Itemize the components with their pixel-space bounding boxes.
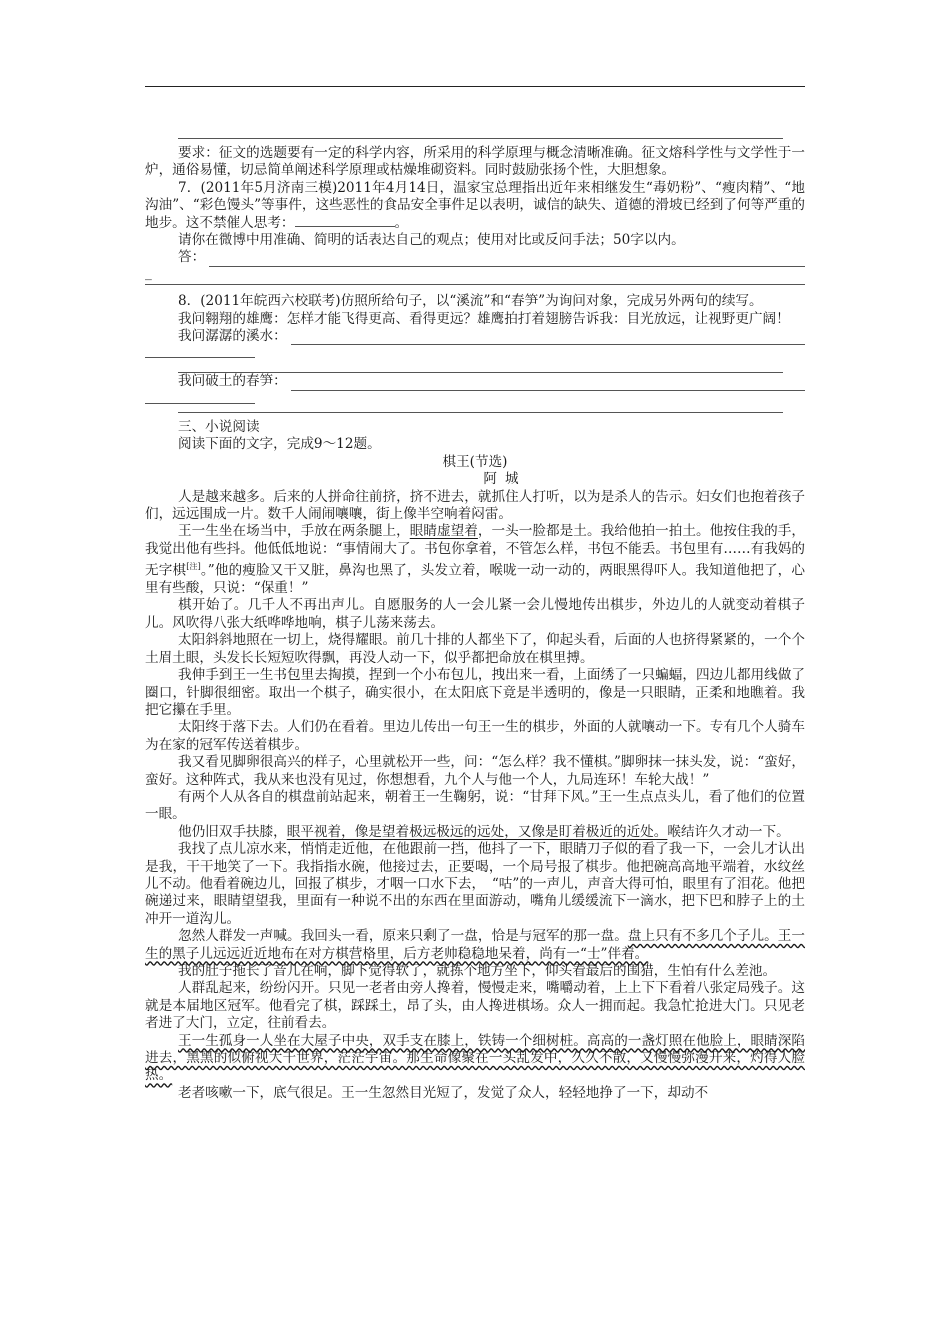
- underlined-text: 盘上只有不多几个子儿。王一生的黑子儿远远近近地布在对方棋营格里，后方老帅稳稳地呆着，尚有一“士”伴着。: [145, 928, 806, 962]
- answer-line[interactable]: [178, 404, 783, 413]
- requirement-text: 要求：征文的选题要有一定的科学内容，所采用的科学原理与概念清晰准确。征文熔科学性与文学性于一炉，通俗易懂，切忌简单阐述科学原理或枯燥堆砌资料。同时鼓励张扬个性，大胆想象。: [145, 145, 805, 179]
- section-heading: 三、小说阅读: [178, 418, 260, 435]
- underlined-text: 眼平视着，像是望着极远极远的远处，又像是盯着极近的近处。: [286, 823, 668, 840]
- footnote-marker: [注]: [186, 562, 201, 572]
- answer-row: [145, 249, 805, 266]
- paragraph: 我伸手到王一生书包里去掏摸，捏到一个小布包儿，拽出来一看，上面绣了一只蝙蝠，四边儿都用线做了圈口，针脚很细密。取出一个棋子，确实很小，在太阳底下竟是半透明的，像是一只眼睛，正柔和地瞧着。我把它攥在手里。: [145, 667, 805, 718]
- fill-blank[interactable]: [295, 226, 395, 227]
- header-rule: [145, 86, 805, 87]
- paragraph: 他仍旧双手扶膝，眼平视着，像是望着极远极远的远处，又像是盯着极近的近处。喉结许久才动一下。: [178, 823, 790, 840]
- passage-title: 棋王(节选): [442, 453, 508, 470]
- paragraph: 我找了点儿凉水来，悄悄走近他，在他跟前一挡，他抖了一下，眼睛刀子似的看了我一下，一会儿才认出是我，干干地笑了一下。我指指水碗，他接过去，正要喝，一个局号报了棋步。他把碗高高地平端着，水纹丝儿不动。他看着碗边儿，回报了棋步，才咽一口水下去， “咕”的一声儿，声音大得可怕，眼里有了泪花。他把碗递过来，眼睛望望我，里面有一种说不出的东西在里面游动，嘴角儿缓缓流下一滴水，把下巴和脖子上的土冲开一道沟儿。: [145, 841, 805, 927]
- answer-line[interactable]: [178, 132, 783, 139]
- question-8: 8．(2011年皖西六校联考)仿照所给句子，以“溪流”和“春笋”为询问对象，完成另外两句的续写。: [178, 293, 763, 310]
- question-7-instruction: 请你在微博中用准确、简明的话表达自己的观点；使用对比或反问手法；50字以内。: [178, 232, 685, 249]
- paragraph: 我又看见脚卵很高兴的样子，心里就松开一些，问：“怎么样？我不懂棋。”脚卵抹一抹头发，说：“蛮好，蛮好。这种阵式，我从来也没有见过，你想想看，九个人与他一个人，九局连环！车轮大战！”: [145, 754, 805, 788]
- paragraph: 有两个人从各自的棋盘前站起来，朝着王一生鞠躬，说：“甘拜下风。”王一生点点头儿，看了他们的位置一眼。: [145, 788, 805, 823]
- paragraph: 人群乱起来，纷纷闪开。只见一老者由旁人搀着，慢慢走来，嘴嚼动着，上上下下看着八张定局残子。这就是本届地区冠军。他看完了棋，踩踩土，昂了头，由人搀进棋场。众人一拥而起。我急忙抢进大门。只见老者进了大门，立定，往前看去。: [145, 980, 805, 1032]
- document-body: [145, 132, 805, 1102]
- paragraph: 我的肚子拖长了音儿在响，脚下觉得软了，就拣个地方坐下，仰头看最后的围猎，生怕有什么差池。: [178, 963, 777, 979]
- answer-row: [145, 328, 805, 345]
- passage-author: 阿城: [483, 471, 527, 488]
- paragraph: 太阳斜斜地照在一切上，烧得耀眼。前几十排的人都坐下了，仰起头看，后面的人也挤得紧紧的，一个个土眉土眼，头发长长短短吹得飘，再没人动一下，似乎都把命放在棋里搏。: [145, 632, 805, 666]
- section-intro: 阅读下面的文字，完成9～12题。: [178, 436, 381, 453]
- paragraph: 忽然人群发一声喊。我回头一看，原来只剩了一盘，恰是与冠军的那一盘。盘上只有不多几个子儿。王一生的黑子儿远远近近地布在对方棋营格里，后方老帅稳稳地呆着，尚有一“士”伴着。: [145, 928, 806, 962]
- answer-line[interactable]: [291, 332, 805, 345]
- paragraph: 棋开始了。几千人不再出声儿。自愿服务的人一会儿紧一会儿慢地传出棋步，外边儿的人就变动着棋子儿。风吹得八张大纸哗哗地响，棋子儿荡来荡去。: [145, 597, 805, 631]
- paragraph: [145, 1033, 805, 1085]
- question-7: 7．(2011年5月济南三模)2011年4月14日，温家宝总理指出近年来相继发生“毒奶粉”、“瘦肉精”、“地沟油”、“彩色馒头”等事件，这些恶性的食品安全事件足以表明，诚信的缺失、道德的滑坡已经到了何等严重的地步。这不禁催人思考： 。: [145, 179, 805, 231]
- answer-dash: _: [145, 264, 152, 281]
- paragraph: 老者咳嗽一下，底气很足。王一生忽然目光短了，发觉了众人，轻轻地挣了一下，却动不: [178, 1084, 709, 1101]
- prompt-label: 我问潺潺的溪水：: [178, 328, 287, 345]
- paragraph: 太阳终于落下去。人们仍在看着。里边儿传出一句王一生的棋步，外面的人就嚷动一下。专有几个人骑车为在家的冠军传送着棋步。: [145, 719, 805, 753]
- answer-line[interactable]: [145, 345, 255, 358]
- question-8-example: 我问翱翔的雄鹰：怎样才能飞得更高、看得更远？雄鹰拍打着翅膀告诉我：目光放远，让视野更广阔！: [178, 310, 790, 327]
- answer-line[interactable]: [145, 391, 255, 404]
- paragraph: 王一生坐在场当中，手放在两条腿上，眼睛虚望着，一头一脸都是土。我给他拍一拍土。他按住我的手，我觉出他有些抖。他低低地说：“事情闹大了。书包你拿着，不管怎么样，书包不能丢。书包里有……有我妈的无字棋[注]。”他的瘦脸又干又脏，鼻沟也黑了，头发立着，喉咙一动一动的，两眼黑得吓人。我知道他把了，心里有些酸，只说：“保重！”: [145, 523, 806, 597]
- paragraph: 人是越来越多。后来的人拼命往前挤，挤不进去，就抓住人打听，以为是杀人的告示。妇女们也抱着孩子们，远远围成一片。数千人闹闹嚷嚷，街上像半空响着闷雷。: [145, 488, 805, 522]
- answer-line[interactable]: [291, 378, 805, 391]
- underlined-text: 眼睛虚望着: [409, 523, 478, 540]
- underlined-text: 王一生孤身一人坐在大屋子中央，双手支在膝上，铁铸一个细树桩。高高的一盏灯照在他脸上，眼睛深陷进去，黑黑的似俯视大千世界，茫茫宇宙。那生命像聚在一头乱发中，久久不散，又慢慢弥漫开来，灼得人脸热。: [145, 1032, 805, 1084]
- answer-line[interactable]: [209, 254, 805, 267]
- answer-row: [145, 373, 805, 390]
- prompt-label: 我问破土的春笋：: [178, 373, 287, 390]
- answer-label: 答：: [178, 249, 206, 266]
- answer-line[interactable]: [178, 358, 783, 373]
